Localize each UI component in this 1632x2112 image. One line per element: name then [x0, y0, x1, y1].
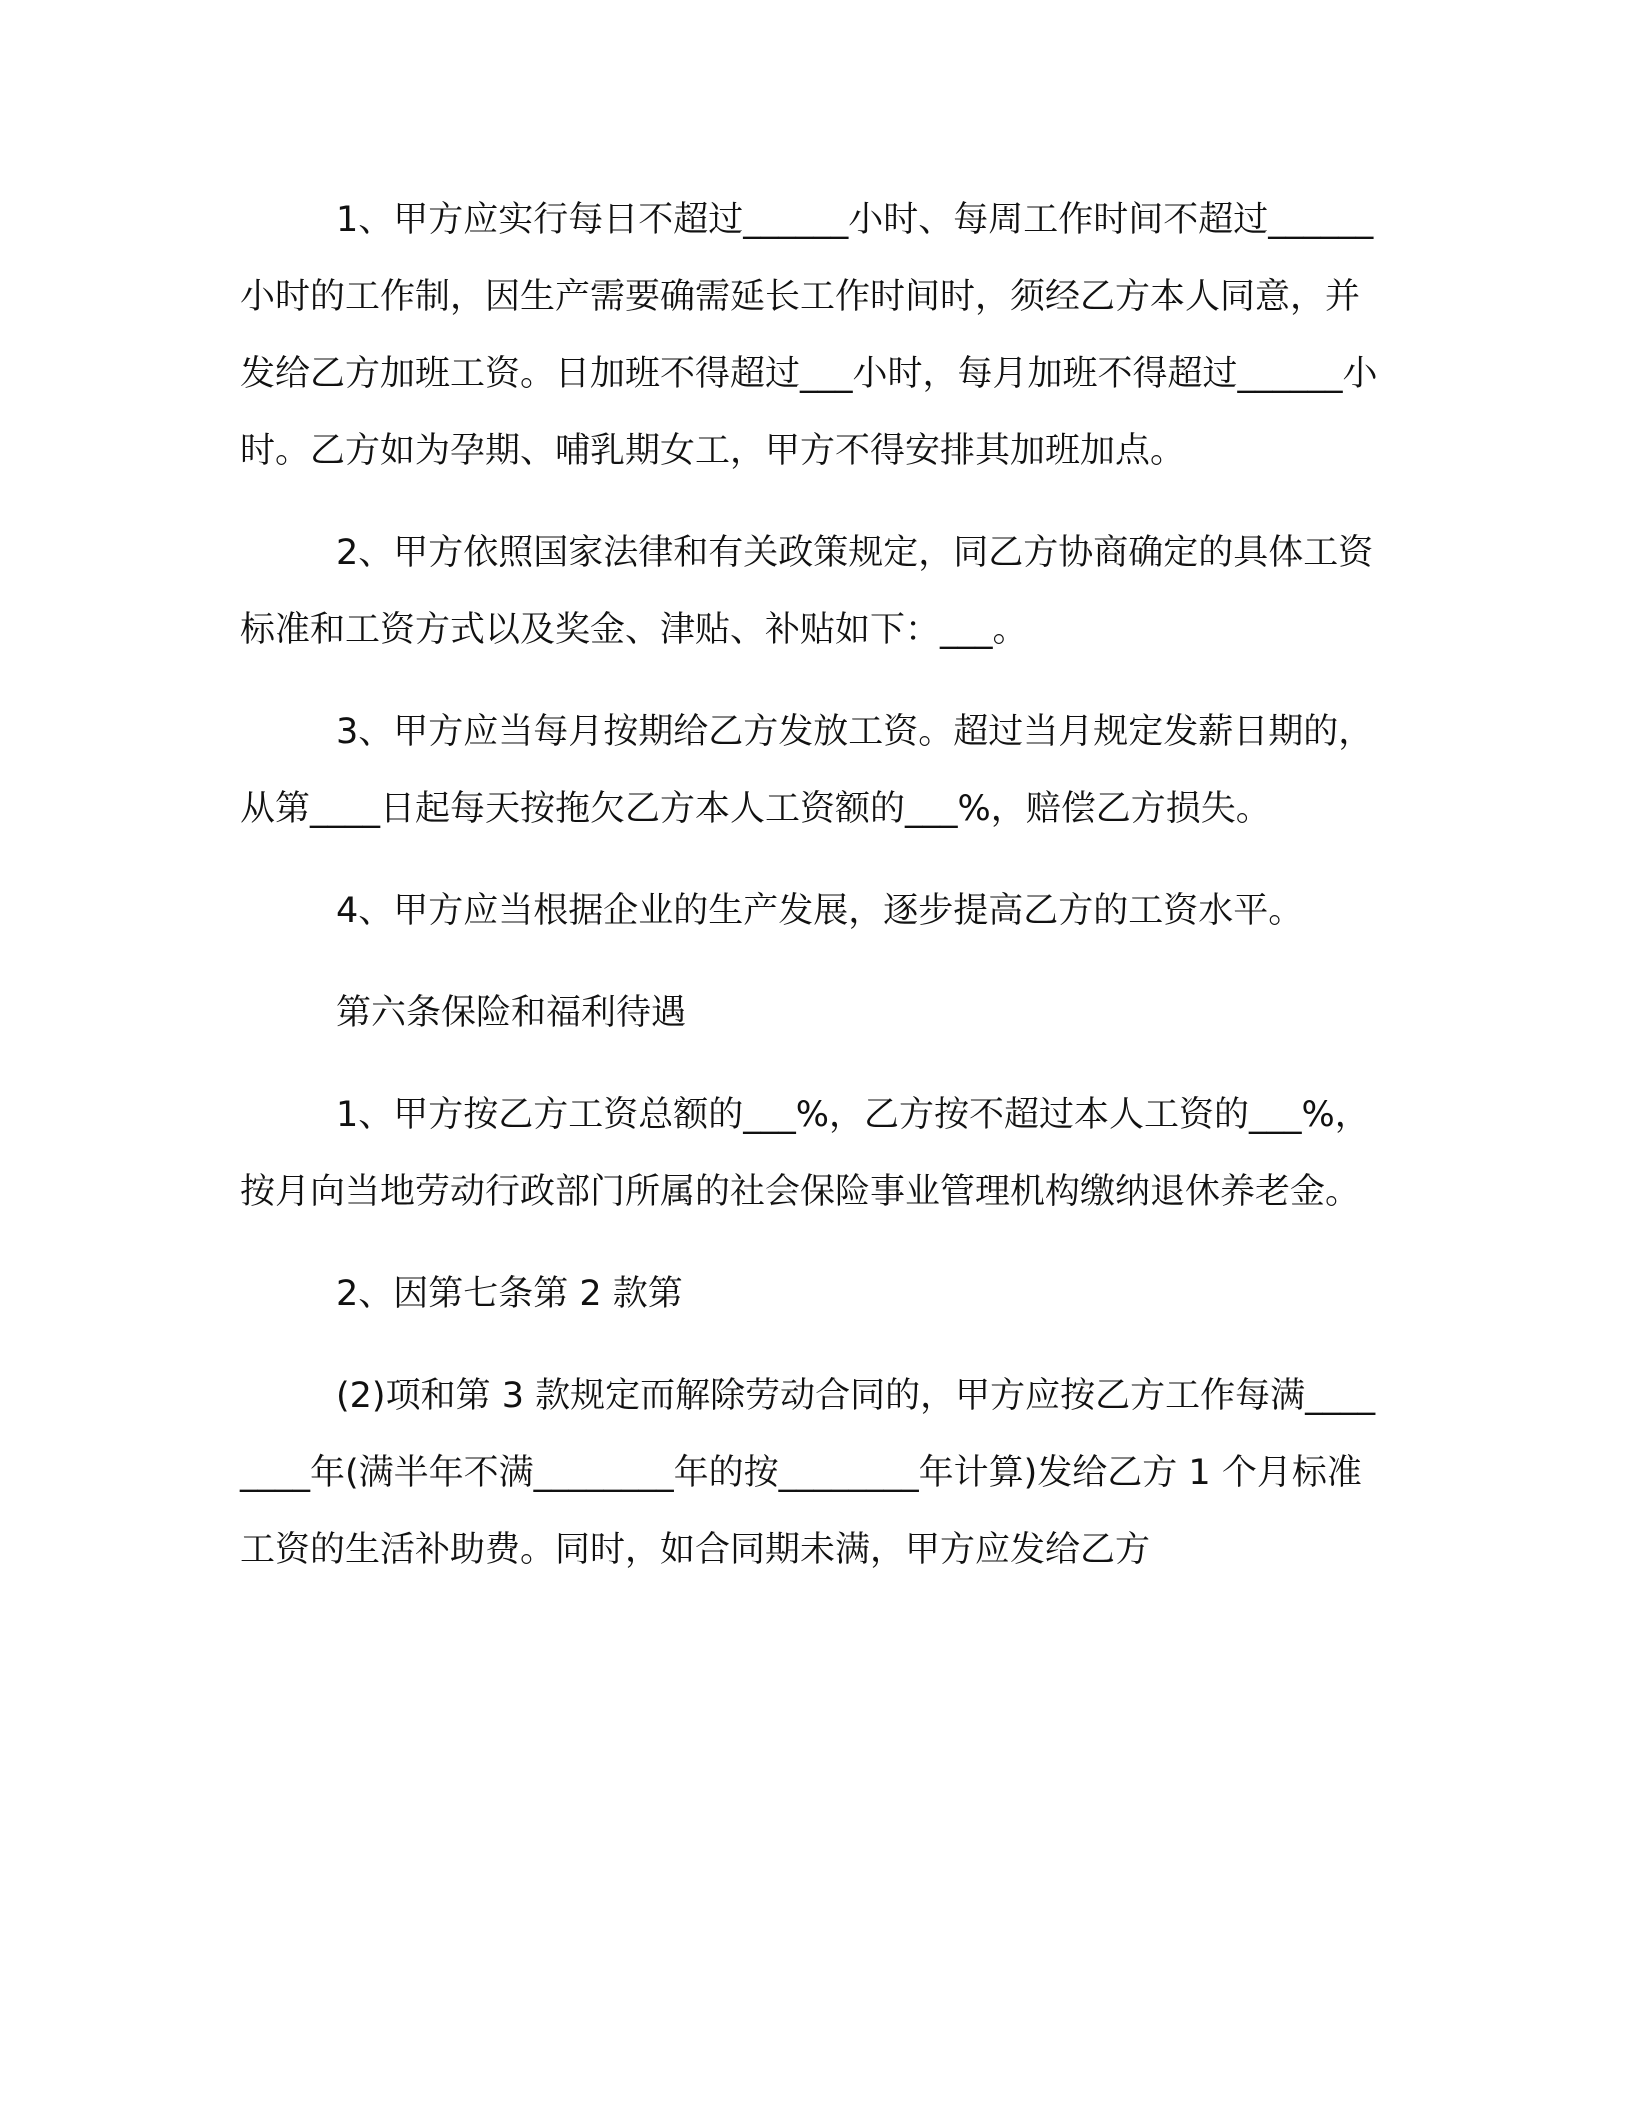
paragraph-wage-standard: 2、甲方依照国家法律和有关政策规定，同乙方协商确定的具体工资标准和工资方式以及奖金、津贴、补贴如下：___。 — [240, 533, 1374, 650]
document-body — [240, 182, 1392, 1614]
paragraph-wage-payment: 3、甲方应当每月按期给乙方发放工资。超过当月规定发薪日期的，从第____日起每天按拖欠乙方本人工资额的___%，赔偿乙方损失。 — [240, 712, 1374, 829]
paragraph-living-allowance: (2)项和第 3 款规定而解除劳动合同的，甲方应按乙方工作每满________年(满半年不满________年的按________年计算)发给乙方 1 个月标准工资的生活补助费。同时，如合同期未满，甲方应发给乙方 — [240, 1376, 1376, 1570]
section-heading-insurance: 第六条保险和福利待遇 — [336, 993, 687, 1033]
paragraph-wage-increase: 4、甲方应当根据企业的生产发展，逐步提高乙方的工资水平。 — [336, 891, 1304, 931]
paragraph-pension: 1、甲方按乙方工资总额的___%，乙方按不超过本人工资的___%，按月向当地劳动行政部门所属的社会保险事业管理机构缴纳退休养老金。 — [240, 1095, 1370, 1212]
paragraph-termination-reference: 2、因第七条第 2 款第 — [336, 1274, 683, 1314]
paragraph-working-hours: 1、甲方应实行每日不超过______小时、每周工作时间不超过______小时的工作制，因生产需要确需延长工作时间时，须经乙方本人同意，并发给乙方加班工资。日加班不得超过___小时，每月加班不得超过______小时。乙方如为孕期、哺乳期女工，甲方不得安排其加班加点。 — [240, 200, 1378, 471]
